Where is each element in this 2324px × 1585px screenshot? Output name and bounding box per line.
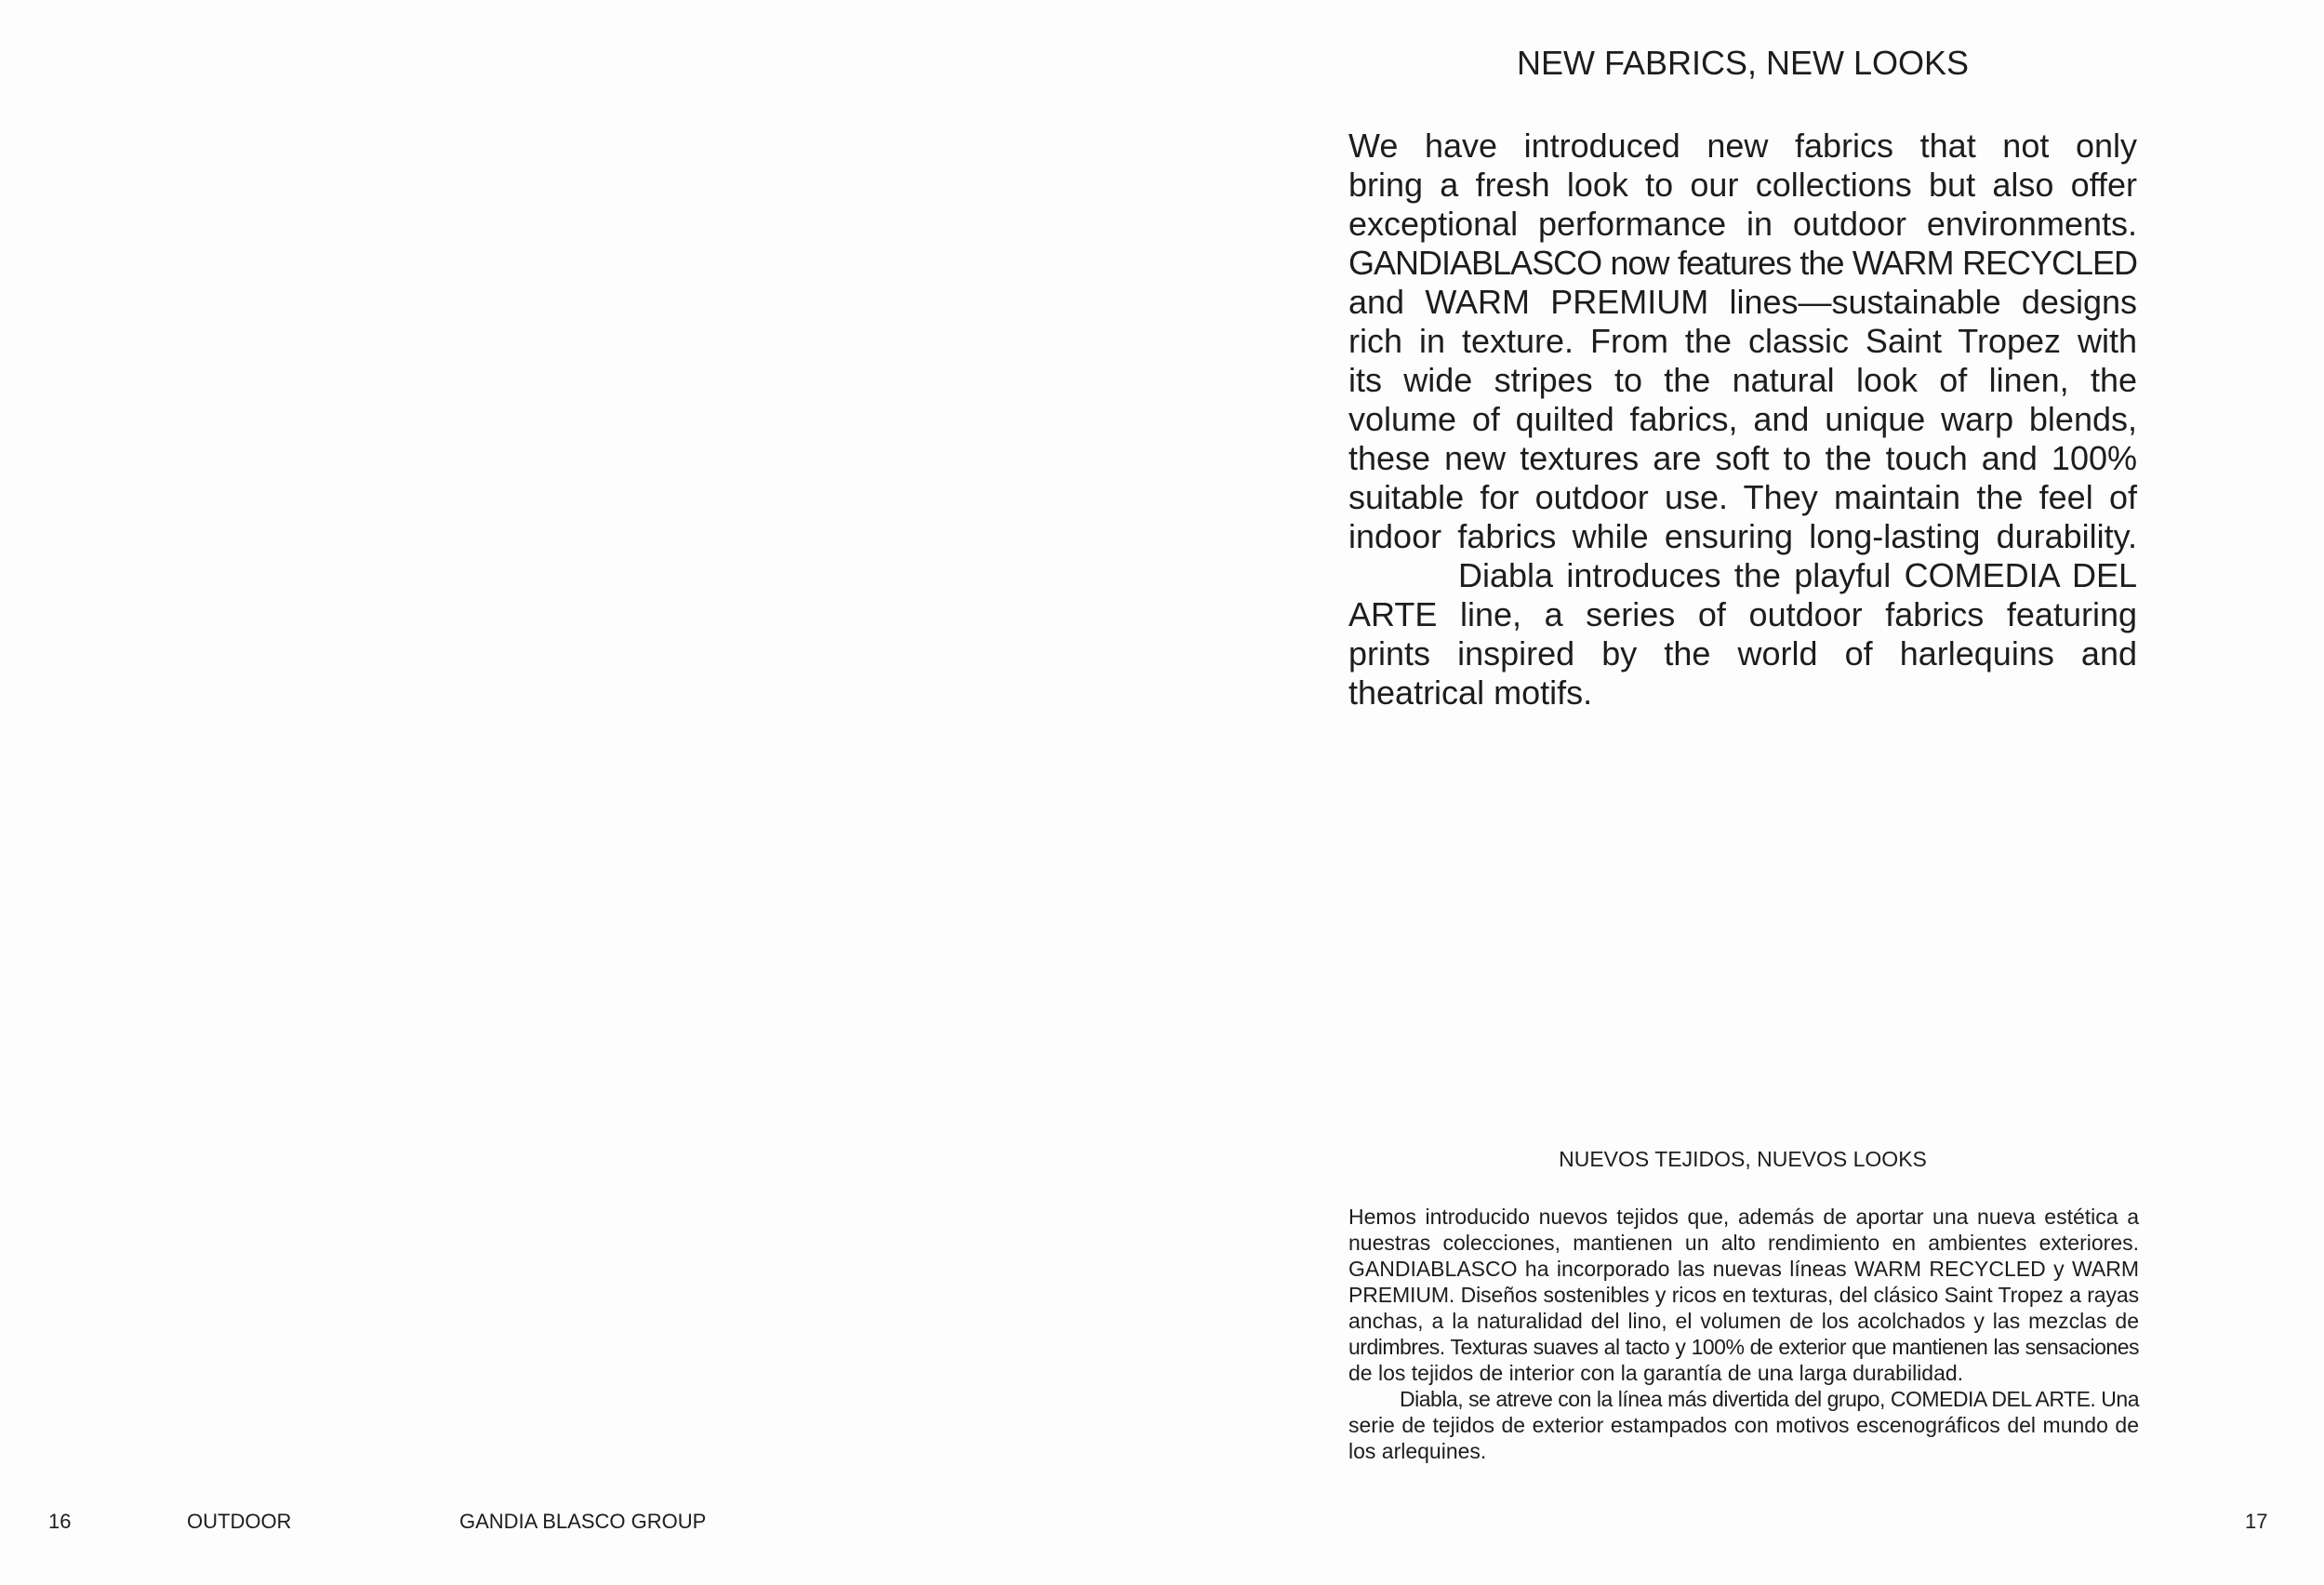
footer-section-label: OUTDOOR: [187, 1510, 292, 1533]
text-line: prints inspired by the world of harlequins and: [1348, 634, 2137, 673]
text-line: serie de tejidos de exterior estampados con motivos escenográficos del mundo de: [1348, 1413, 2139, 1437]
text-line: Hemos introducido nuevos tejidos que, además de aportar una nueva estética a: [1348, 1205, 2139, 1229]
text-line: and WARM PREMIUM lines—sustainable designs: [1348, 283, 2137, 321]
text-line: nuestras colecciones, mantienen un alto rendimiento en ambientes exteriores.: [1348, 1231, 2139, 1255]
page-number-right: 17: [2245, 1510, 2268, 1533]
text-line: volume of quilted fabrics, and unique warp blends,: [1348, 400, 2137, 438]
text-line: these new textures are soft to the touch and 100%: [1348, 439, 2137, 477]
english-title: NEW FABRICS, NEW LOOKS: [1516, 44, 1970, 82]
text-line: rich in texture. From the classic Saint Tropez with: [1348, 322, 2137, 360]
text-line: PREMIUM. Diseños sostenibles y ricos en texturas, del clásico Saint Tropez a rayas: [1348, 1283, 2139, 1307]
text-line: indoor fabrics while ensuring long-lasting durability.: [1348, 517, 2137, 555]
text-line: de los tejidos de interior con la garantía de una larga durabilidad.: [1348, 1361, 1964, 1385]
text-line: GANDIABLASCO ha incorporado las nuevas líneas WARM RECYCLED y WARM: [1348, 1257, 2139, 1281]
english-body-text: [1348, 127, 2137, 713]
text-line: GANDIABLASCO now features the WARM RECYCLED: [1348, 244, 2137, 282]
text-line: its wide stripes to the natural look of linen, the: [1348, 361, 2137, 399]
text-line: Diabla introduces the playful COMEDIA DEL: [1458, 556, 2137, 594]
text-line: ARTE line, a series of outdoor fabrics featuring: [1348, 595, 2137, 633]
text-line: bring a fresh look to our collections but also offer: [1348, 166, 2137, 204]
text-line: exceptional performance in outdoor environments.: [1348, 205, 2137, 243]
text-line: los arlequines.: [1348, 1439, 1487, 1463]
text-line: urdimbres. Texturas suaves al tacto y 100% de exterior que mantienen las sensaciones: [1348, 1335, 2139, 1359]
text-line: theatrical motifs.: [1348, 673, 1593, 712]
page-number-left: 16: [48, 1510, 72, 1533]
text-line: Diabla, se atreve con la línea más divertida del grupo, COMEDIA DEL ARTE. Una: [1400, 1387, 2139, 1411]
spanish-heading: NUEVOS TEJIDOS, NUEVOS LOOKS: [1559, 1147, 1927, 1171]
text-line: anchas, a la naturalidad del lino, el volumen de los acolchados y las mezclas de: [1348, 1309, 2139, 1333]
text-line: We have introduced new fabrics that not only: [1348, 127, 2137, 165]
spanish-body-text: [1348, 1204, 2139, 1464]
footer-brand-label: GANDIA BLASCO GROUP: [459, 1510, 707, 1533]
text-line: suitable for outdoor use. They maintain the feel of: [1348, 478, 2137, 516]
